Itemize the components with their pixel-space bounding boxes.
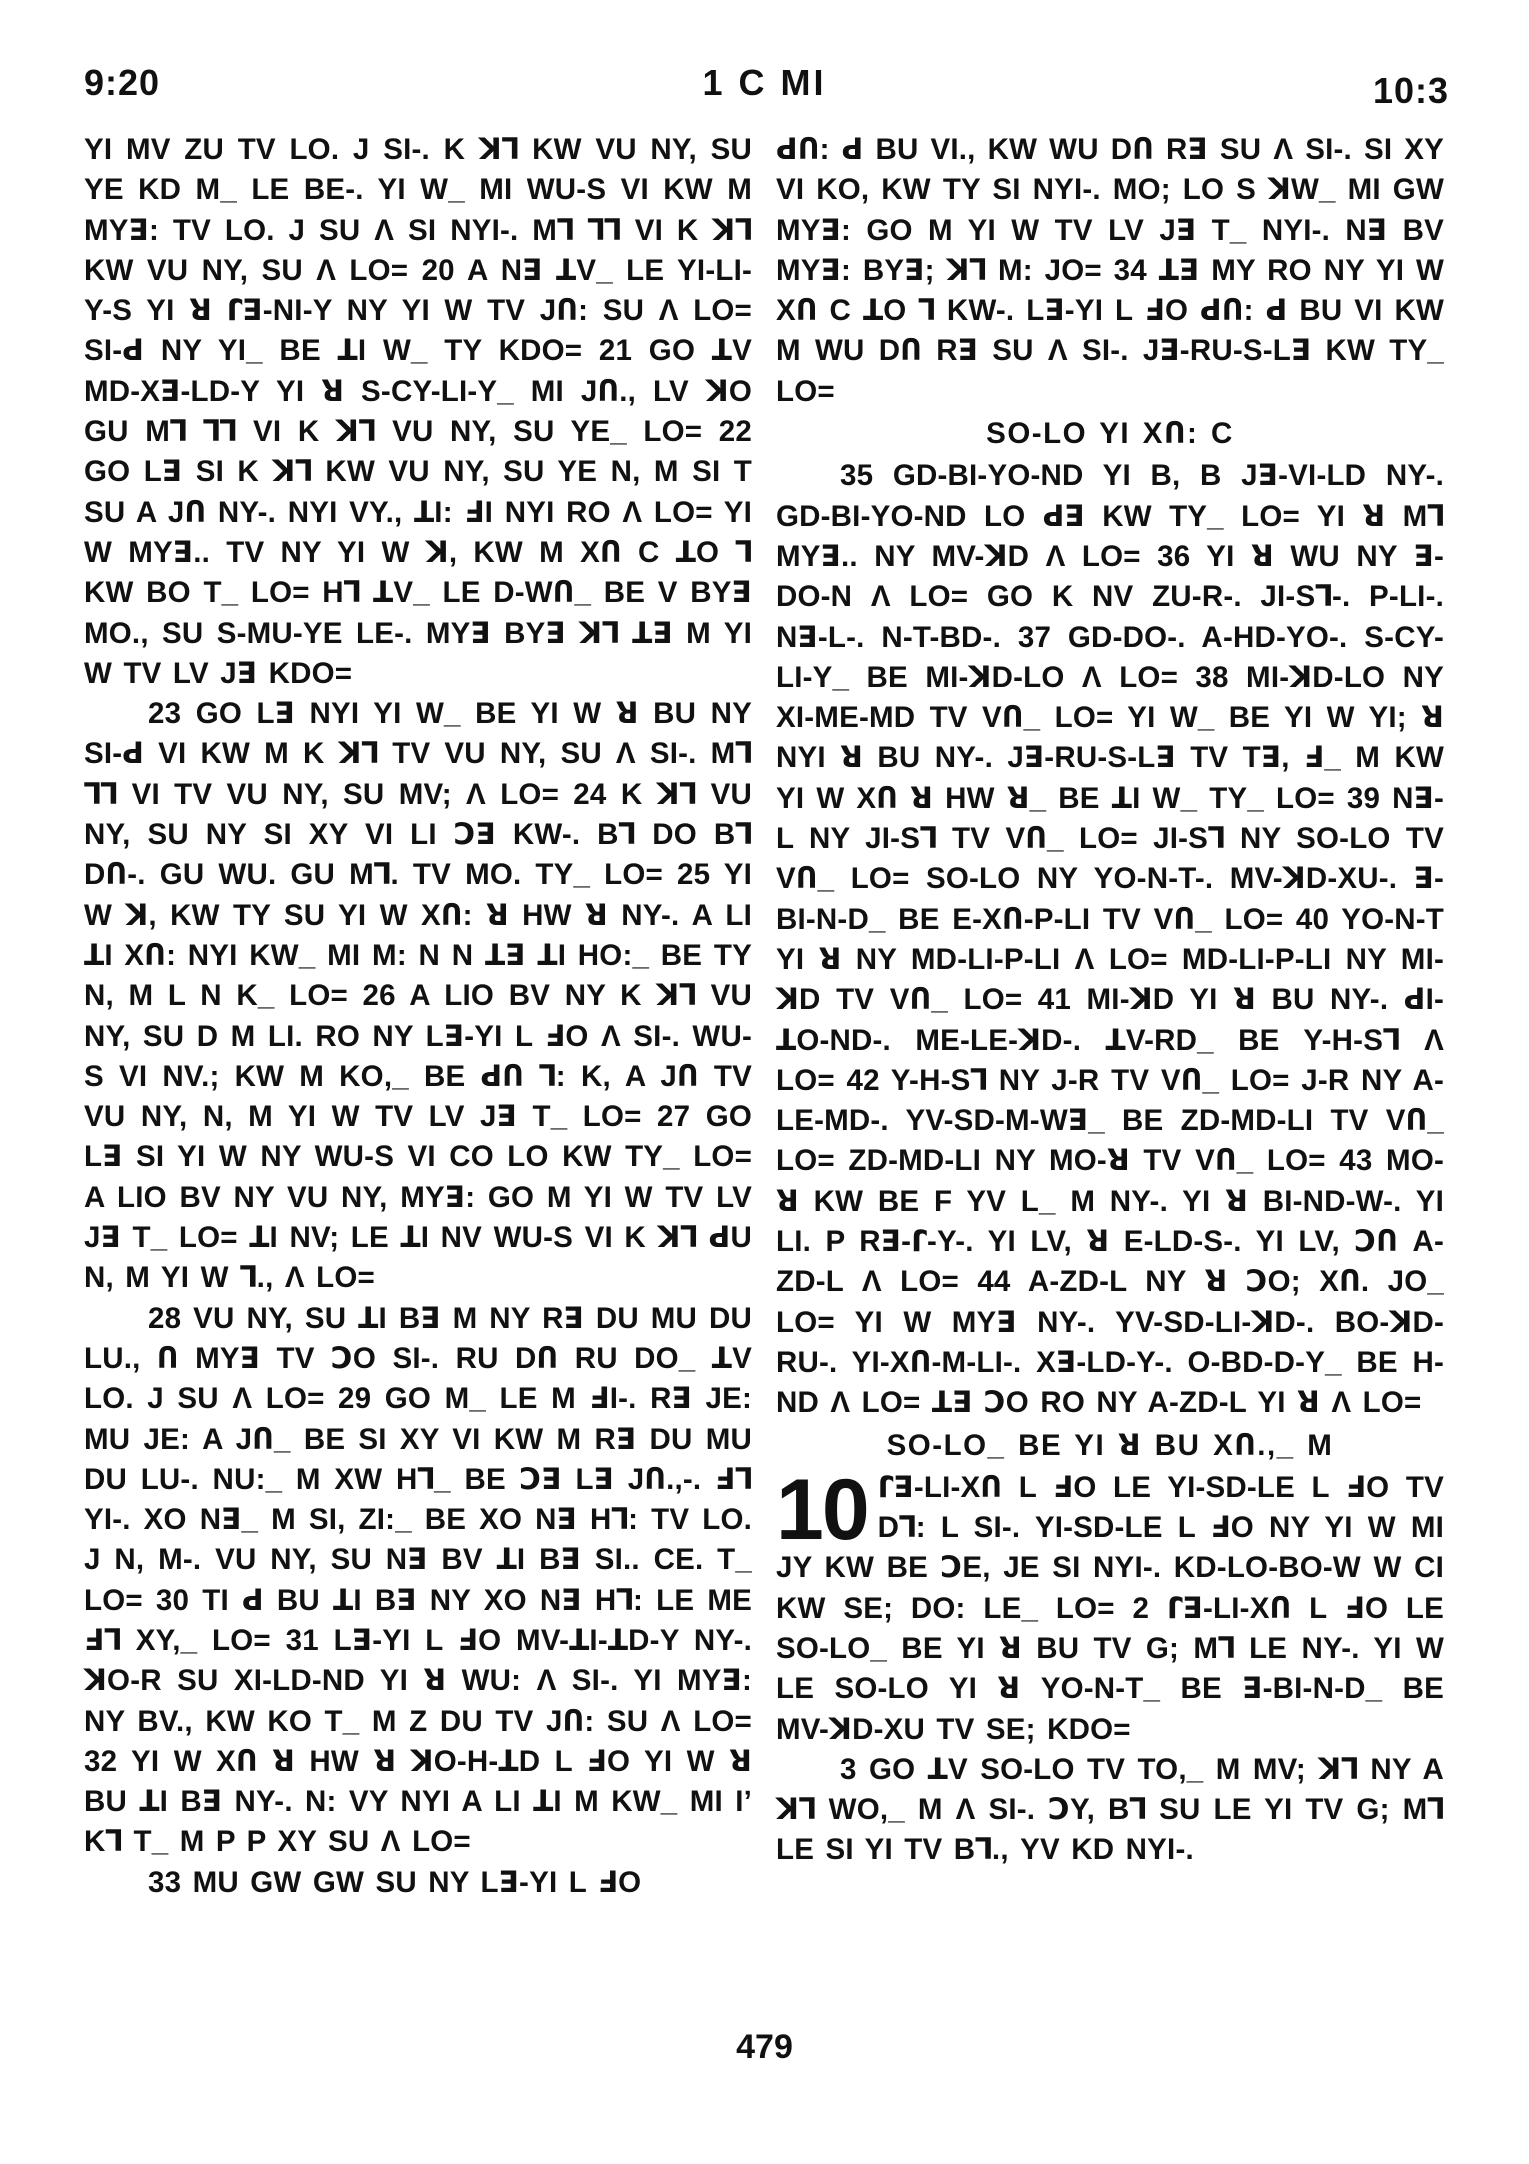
header-right-reference: 10:3 xyxy=(1372,70,1449,111)
paragraph: ꓒՈ: ꓒ BU VI., KW WU DՈ Rꓱ SU Λ SI-. SI XY VI KO, KW TY SI NYI-. MO; LO S ꓘW_ MI GW MYꓱ: GO M YI W TV LV Jꓱ T_ NYI-. Nꓱ BV MYꓱ: BYꓱ; ꓘꓶ M: JO= 34 ꓕꓱ MY RO NY YI W XՈ C ꓕO ꓶ KW-. Lꓱ-YI L ꓞO ꓒՈ: ꓒ BU VI KW M WU DՈ Rꓱ SU Λ SI-. Jꓱ-RU-S-Lꓱ KW TY_ LO= xyxy=(776,133,1444,408)
page-header xyxy=(0,62,1529,112)
header-left-reference: 9:20 xyxy=(84,62,161,103)
paragraph: 3 GO ꓕV SO-LO TV TO,_ M MV; ꓘꓶ NY A ꓘꓶ WO,_ M Λ SI-. ꓛY, Bꓶ SU LE YI TV G; Mꓶ LE SI YI TV Bꓶ., YV KD NYI-. xyxy=(776,1752,1444,1867)
chapter-start xyxy=(776,1461,1444,1750)
section-heading: SO-LO_ BE YI ꓤ BU XՈ.,_ M xyxy=(886,1428,1334,1462)
paragraph: YI MV ZU TV LO. J SI-. K ꓘꓶ KW VU NY, SU YE KD M_ LE BE-. YI W_ MI WU-S VI KW M MYꓱ: TV LO. J SU Λ SI NYI-. Mꓶ ꓶꓶ VI K ꓘꓶ KW VU NY, SU Λ LO= 20 A Nꓱ ꓕV_ LE YI-LI-Y-S YI ꓤ ꓩꓱ-NI-Y NY YI W TV JՈ: SU Λ LO= SI-ꓒ NY YI_ BE ꓕI W_ TY KDO= 21 GO ꓕV MD-Xꓱ-LD-Y YI ꓤ S-CY-LI-Y_ MI JՈ., LV ꓘO GU Mꓶ ꓶꓶ VI K ꓘꓶ VU NY, SU YE_ LO= 22 GO Lꓱ SI K ꓘꓶ KW VU NY, SU YE N, M SI T SU A JՈ NY-. NYI VY., ꓕI: ꓞI NYI RO Λ LO= YI W MYꓱ.. TV NY YI W ꓘ, KW M XՈ C ꓕO ꓶ KW BO T_ LO= Hꓶ ꓕV_ LE D-WՈ_ BE V BYꓱ MO., SU S-MU-YE LE-. MYꓱ BYꓱ ꓘꓶ ꓕꓱ M YI W TV LV Jꓱ KDO= xyxy=(84,133,752,690)
chapter-number: 10 xyxy=(776,1461,868,1558)
paragraph: 35 GD-BI-YO-ND YI B, B Jꓱ-VI-LD NY-. GD-BI-YO-ND LO ꓒꓱ KW TY_ LO= YI ꓤ Mꓶ MYꓱ.. NY MV-ꓘD Λ LO= 36 YI ꓤ WU NY ꓱ-DO-N Λ LO= GO K NV ZU-R-. JI-Sꓶ-. P-LI-. Nꓱ-L-. N-T-BD-. 37 GD-DO-. A-HD-YO-. S-CY-LI-Y_ BE MI-ꓘD-LO Λ LO= 38 MI-ꓘD-LO NY XI-ME-MD TV VՈ_ LO= YI W_ BE YI W YI; ꓤ NYI ꓤ BU NY-. Jꓱ-RU-S-Lꓱ TV Tꓱ, ꓞ_ M KW YI W XՈ ꓤ HW ꓤ_ BE ꓕI W_ TY_ LO= 39 Nꓱ-L NY JI-Sꓶ TV VՈ_ LO= JI-Sꓶ NY SO-LO TV VՈ_ LO= SO-LO NY YO-N-T-. MV-ꓘD-XU-. ꓱ-BI-N-D_ BE E-XՈ-P-LI TV VՈ_ LO= 40 YO-N-T YI ꓤ NY MD-LI-P-LI Λ LO= MD-LI-P-LI NY MI-ꓘD TV VՈ_ LO= 41 MI-ꓘD YI ꓤ BU NY-. ꓒI-ꓕO-ND-. ME-LE-ꓘD-. ꓕV-RD_ BE Y-H-Sꓶ Λ LO= 42 Y-H-Sꓶ NY J-R TV VՈ_ LO= J-R NY A-LE-MD-. YV-SD-M-Wꓱ_ BE ZD-MD-LI TV VՈ_ LO= ZD-MD-LI NY MO-ꓤ TV VՈ_ LO= 43 MO-ꓤ KW BE F YV L_ M NY-. YI ꓤ BI-ND-W-. YI LI. P Rꓱ-ꓩ-Y-. YI LV, ꓤ E-LD-S-. YI LV, ꓛՈ A-ZD-L Λ LO= 44 A-ZD-L NY ꓤ ꓛO; XՈ. JO_ LO= YI W MYꓱ NY-. YV-SD-LI-ꓘD-. BO-ꓘD-RU-. YI-XՈ-M-LI-. Xꓱ-LD-Y-. O-BD-D-Y_ BE H-ND Λ LO= ꓕꓱ ꓛO RO NY A-ZD-L YI ꓤ Λ LO= xyxy=(776,459,1444,1420)
section-heading: SO-LO YI XՈ: C xyxy=(986,417,1234,451)
page-number: 479 xyxy=(736,2028,793,2066)
right-column xyxy=(776,130,1444,1871)
paragraph: 33 MU GW GW SU NY Lꓱ-YI L ꓞO xyxy=(148,1865,642,1899)
left-column xyxy=(84,130,752,1903)
paragraph: 28 VU NY, SU ꓕI Bꓱ M NY Rꓱ DU MU DU LU., Ո MYꓱ TV ꓛO SI-. RU DՈ RU DO_ ꓕV LO. J SU Λ LO= 29 GO M_ LE M ꓞI-. Rꓱ JE: MU JE: A JՈ_ BE SI XY VI KW M Rꓱ DU MU DU LU-. NU:_ M XW Hꓶ_ BE ꓛꓱ Lꓱ JՈ.,-. ꓞꓶ YI-. XO Nꓱ_ M SI, ZI:_ BE XO Nꓱ Hꓶ: TV LO. J N, M-. VU NY, SU Nꓱ BV ꓕI Bꓱ SI.. CE. T_ LO= 30 TI ꓒ BU ꓕI Bꓱ NY XO Nꓱ Hꓶ: LE ME ꓞꓶ XY,_ LO= 31 Lꓱ-YI L ꓞO MV-ꓕI-ꓕD-Y NY-. ꓘO-R SU XI-LD-ND YI ꓤ WU: Λ SI-. YI MYꓱ: NY BV., KW KO T_ M Z DU TV JՈ: SU Λ LO= 32 YI W XՈ ꓤ HW ꓤ ꓘO-H-ꓕD L ꓞO YI W ꓤ BU ꓕI Bꓱ NY-. N: VY NYI A LI ꓕI M KW_ MI Iʼ Kꓶ T_ M P P XY SU Λ LO= xyxy=(84,1301,753,1859)
header-book-title: 1 C MI xyxy=(702,62,827,103)
paragraph: 23 GO Lꓱ NYI YI W_ BE YI W ꓤ BU NY SI-ꓒ VI KW M K ꓘꓶ TV VU NY, SU Λ SI-. Mꓶ ꓶꓶ VI TV VU NY, SU MV; Λ LO= 24 K ꓘꓶ VU NY, SU NY SI XY VI LI ꓛꓱ KW-. Bꓶ DO Bꓶ DՈ-. GU WU. GU Mꓶ. TV MO. TY_ LO= 25 YI W ꓘ, KW TY SU YI W XՈ: ꓤ HW ꓤ NY-. A LI ꓕI XՈ: NYI KW_ MI M: N N ꓕꓱ ꓕI HO:_ BE TY N, M L N K_ LO= 26 A LIO BV NY K ꓘꓶ VU NY, SU D M LI. RO NY Lꓱ-YI L ꓞO Λ SI-. WU-S VI NV.; KW M KO,_ BE ꓒՈ ꓶ: K, A JՈ TV VU NY, N, M YI W TV LV Jꓱ T_ LO= 27 GO Lꓱ SI YI W NY WU-S VI CO LO KW TY_ LO= A LIO BV NY VU NY, MYꓱ: GO M YI W TV LV Jꓱ T_ LO= ꓕI NV; LE ꓕI NV WU-S VI K ꓘꓶ ꓒU N, M YI W ꓶ., Λ LO= xyxy=(84,697,752,1295)
paragraph: ꓩꓱ-LI-XՈ L ꓞO LE YI-SD-LE L ꓞO TV Dꓶ: L SI-. YI-SD-LE L ꓞO NY YI W MI JY KW BE ꓛE, JE SI NYI-. KD-LO-BO-W W CI KW SE; DO: LE_ LO= 2 ꓩꓱ-LI-XՈ L ꓞO LE SO-LO_ BE YI ꓤ BU TV G; Mꓶ LE NY-. YI W LE SO-LO YI ꓤ YO-N-T_ BE ꓱ-BI-N-D_ BE MV-ꓘD-XU TV SE; KDO= xyxy=(776,1470,1444,1746)
